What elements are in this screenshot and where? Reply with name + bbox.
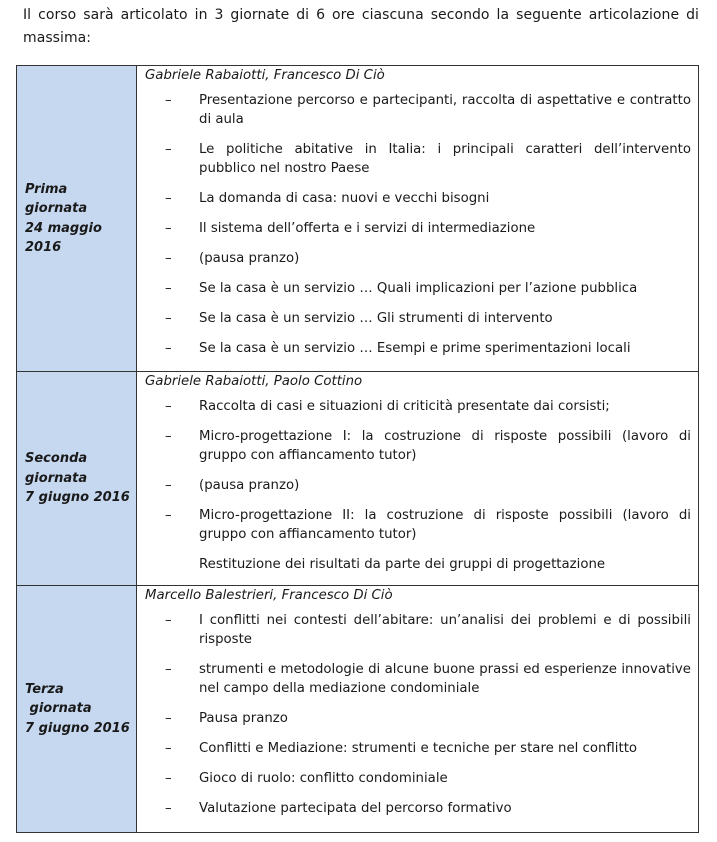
list-item <box>137 189 698 208</box>
item-text: strumenti e metodologie di alcune buone prassi ed esperienze innovative nel campo della mediazione condominiale <box>199 662 691 696</box>
item-text: Gioco di ruolo: conflitto condominiale <box>199 771 448 786</box>
list-item <box>137 611 698 649</box>
list-item <box>137 506 698 544</box>
item-text: Se la casa è un servizio … Esempi e prime sperimentazioni locali <box>199 341 631 356</box>
list-item <box>137 739 698 758</box>
item-text: Micro-progettazione II: la costruzione di risposte possibili (lavoro di gruppo con affiancamento tutor) <box>199 508 691 542</box>
list-item <box>137 249 698 268</box>
dash-bullet: – <box>165 711 172 726</box>
dash-bullet: – <box>165 662 172 677</box>
dash-bullet: – <box>165 251 172 266</box>
list-item <box>137 309 698 328</box>
item-text: (pausa pranzo) <box>199 251 300 266</box>
day-row-2 <box>17 372 699 586</box>
day-row-3 <box>17 586 699 833</box>
item-text: Presentazione percorso e partecipanti, raccolta di aspettative e contratto di aula <box>199 93 691 127</box>
day-content-cell <box>137 586 699 833</box>
dash-bullet: – <box>165 142 172 157</box>
dash-bullet: – <box>165 311 172 326</box>
dash-bullet <box>137 555 199 574</box>
dash-bullet: – <box>165 613 172 628</box>
day-label: Prima giornata 24 maggio 2016 <box>25 181 102 255</box>
item-text: Se la casa è un servizio … Quali implicazioni per l’azione pubblica <box>199 281 638 296</box>
dash-bullet: – <box>165 478 172 493</box>
item-text: Conflitti e Mediazione: strumenti e tecniche per stare nel conflitto <box>199 741 638 756</box>
day-label-cell <box>17 372 137 586</box>
dash-bullet: – <box>165 281 172 296</box>
schedule-table <box>16 65 699 833</box>
dash-bullet: – <box>165 93 172 108</box>
list-item <box>137 660 698 698</box>
day-label: Seconda giornata 7 giugno 2016 <box>25 451 130 506</box>
dash-bullet: – <box>165 191 172 206</box>
intro-paragraph: Il corso sarà articolato in 3 giornate di 6 ore ciascuna secondo la seguente articolazione di massima: <box>23 7 699 46</box>
item-text: Raccolta di casi e situazioni di criticità presentate dai corsisti; <box>199 399 610 414</box>
item-text: Se la casa è un servizio … Gli strumenti di intervento <box>199 311 553 326</box>
item-text: I conflitti nei contesti dell’abitare: un’analisi dei problemi e di possibili risposte <box>199 613 691 647</box>
item-text: Pausa pranzo <box>199 711 288 726</box>
speakers: Marcello Balestrieri, Francesco Di Ciò <box>145 588 393 603</box>
list-item <box>137 427 698 465</box>
item-text: Valutazione partecipata del percorso formativo <box>199 801 512 816</box>
list-item <box>137 91 698 129</box>
list-item <box>137 279 698 298</box>
dash-bullet: – <box>165 341 172 356</box>
list-item <box>137 799 698 818</box>
item-text: La domanda di casa: nuovi e vecchi bisogni <box>199 191 490 206</box>
item-text: (pausa pranzo) <box>199 478 300 493</box>
list-item <box>137 140 698 178</box>
list-item <box>137 769 698 788</box>
list-item <box>137 397 698 416</box>
dash-bullet: – <box>165 801 172 816</box>
list-item <box>137 555 698 574</box>
dash-bullet: – <box>165 429 172 444</box>
list-item <box>137 476 698 495</box>
day-label-cell <box>17 586 137 833</box>
day-label-cell <box>17 66 137 372</box>
dash-bullet: – <box>165 741 172 756</box>
day-content-cell <box>137 66 699 372</box>
dash-bullet: – <box>165 221 172 236</box>
dash-bullet: – <box>165 771 172 786</box>
day-content-cell <box>137 372 699 586</box>
dash-bullet: – <box>165 399 172 414</box>
item-text: Micro-progettazione I: la costruzione di risposte possibili (lavoro di gruppo con affiancamento tutor) <box>199 429 691 463</box>
day-label: Terza giornata 7 giugno 2016 <box>25 681 130 736</box>
dash-bullet: – <box>165 508 172 523</box>
speakers: Gabriele Rabaiotti, Francesco Di Ciò <box>145 68 385 83</box>
item-text: Le politiche abitative in Italia: i principali caratteri dell’intervento pubblico nel nostro Paese <box>199 142 691 176</box>
item-text: Il sistema dell’offerta e i servizi di intermediazione <box>199 221 536 236</box>
list-item <box>137 339 698 358</box>
list-item <box>137 219 698 238</box>
item-text: Restituzione dei risultati da parte dei gruppi di progettazione <box>199 557 606 572</box>
list-item <box>137 709 698 728</box>
speakers: Gabriele Rabaiotti, Paolo Cottino <box>145 374 363 389</box>
day-row-1 <box>17 66 699 372</box>
